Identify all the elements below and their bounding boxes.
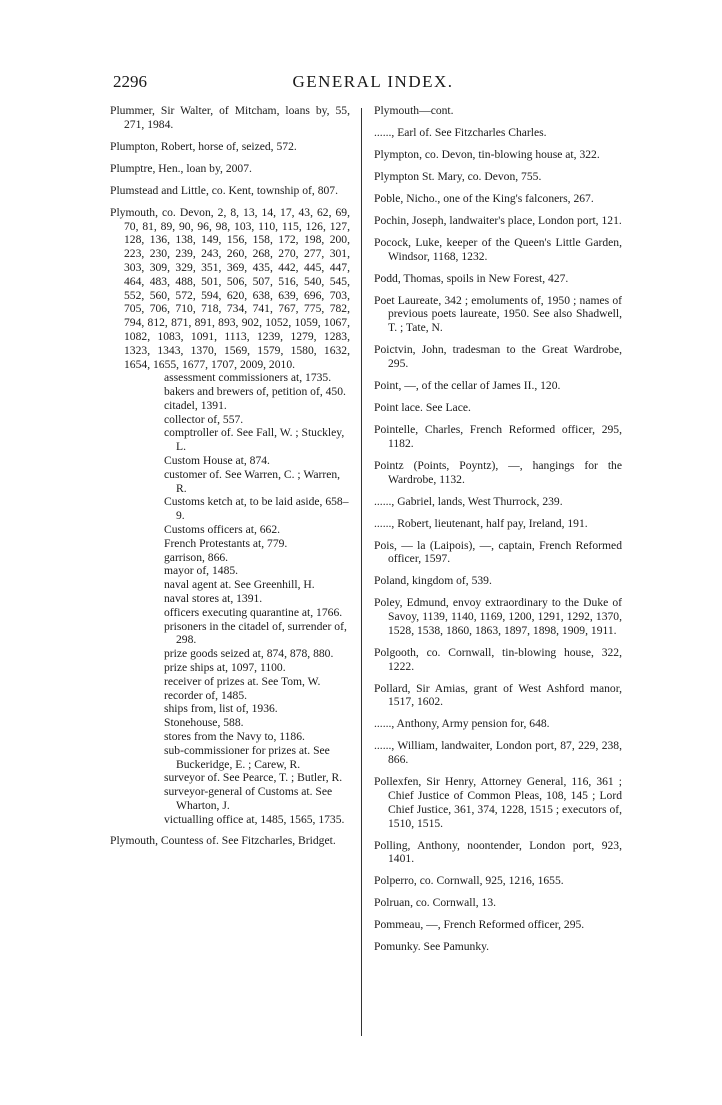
- index-subentry: surveyor of. See Pearce, T. ; Butler, R.: [164, 771, 343, 785]
- index-subentry: sub-commissioner for prizes at. See Buckeridge, E. ; Carew, R.: [164, 743, 330, 771]
- index-subentry: naval agent at. See Greenhill, H.: [164, 578, 315, 592]
- index-subentry: French Protestants at, 779.: [164, 536, 288, 550]
- index-subentry: garrison, 866.: [164, 550, 229, 564]
- index-entry: Pollexfen, Sir Henry, Attorney General, 116, 361 ; Chief Justice of Common Pleas, 108, 145 ; Lord Chief Justice, 361, 374, 1228, 1515 ; executors of, 1510, 1515.: [374, 775, 622, 830]
- index-subentry: prize ships at, 1097, 1100.: [164, 661, 286, 675]
- index-entry: Plummer, Sir Walter, of Mitcham, loans by, 55, 271, 1984.: [110, 104, 350, 131]
- index-entry: ......, Earl of. See Fitzcharles Charles.: [374, 125, 547, 139]
- index-entry: Polling, Anthony, noontender, London port, 923, 1401.: [374, 838, 622, 866]
- index-subentry: naval stores at, 1391.: [164, 592, 263, 606]
- index-entry: Pochin, Joseph, landwaiter's place, London port, 121.: [374, 213, 622, 227]
- index-entry: Plympton, co. Devon, tin-blowing house at, 322.: [374, 147, 600, 161]
- index-subentry: collector of, 557.: [164, 412, 244, 426]
- index-subentry: stores from the Navy to, 1186.: [164, 730, 305, 744]
- index-entry: Poictvin, John, tradesman to the Great Wardrobe, 295.: [374, 343, 622, 371]
- index-entry: Pomunky. See Pamunky.: [374, 940, 490, 954]
- index-subentry: surveyor-general of Customs at. See Wharton, J.: [164, 785, 333, 812]
- index-subentry: prisoners in the citadel of, surrender of, 298.: [164, 619, 347, 647]
- index-entry: Pointz (Points, Poyntz), —, hangings for the Wardrobe, 1132.: [374, 458, 622, 486]
- index-subentry: citadel, 1391.: [164, 398, 227, 412]
- index-entry: Polperro, co. Cornwall, 925, 1216, 1655.: [374, 874, 564, 888]
- index-entry: Podd, Thomas, spoils in New Forest, 427.: [374, 271, 569, 285]
- index-subentry: Custom House at, 874.: [164, 454, 270, 468]
- index-entry-plymouth: Plymouth, co. Devon, 2, 8, 13, 14, 17, 43, 62, 69, 70, 81, 89, 90, 96, 98, 103, 110, 115, 126, 127, 128, 136, 138, 149, 156, 158, 172, 198, 200, 223, 230, 239, 243, 260, 268, 270, 277, 301, 303, 309, 329, 351, 369, 435, 442, 445, 447, 464, 483, 488, 501, 506, 507, 516, 540, 545, 552, 560, 572, 594, 620, 638, 639, 696, 703, 705, 706, 710, 718, 734, 741, 767, 775, 782, 794, 812, 871, 891, 893, 902, 1052, 1059, 1067, 1082, 1083, 1091, 1113, 1239, 1279, 1283, 1323, 1343, 1370, 1569, 1579, 1580, 1632, 1654, 1655, 1677, 1707, 2009, 2010.: [110, 205, 350, 371]
- index-subentry: ships from, list of, 1936.: [164, 702, 278, 716]
- index-entry: Plumptre, Hen., loan by, 2007.: [110, 161, 252, 175]
- index-subentry: Customs ketch at, to be laid aside, 658–9.: [164, 495, 349, 523]
- index-subentry: Stonehouse, 588.: [164, 716, 244, 730]
- index-subentry: bakers and brewers of, petition of, 450.: [164, 385, 346, 399]
- index-entry: ......, Gabriel, lands, West Thurrock, 239.: [374, 494, 563, 508]
- index-entry: Polruan, co. Cornwall, 13.: [374, 896, 497, 910]
- index-subentry: victualling office at, 1485, 1565, 1735.: [164, 812, 345, 826]
- index-subentry: Customs officers at, 662.: [164, 523, 281, 537]
- index-entry: Point lace. See Lace.: [374, 401, 471, 415]
- index-subentry: prize goods seized at, 874, 878, 880.: [164, 647, 334, 661]
- index-entry: Poet Laureate, 342 ; emoluments of, 1950 ; names of previous poets laureate, 1950. See also Shadwell, T. ; Tate, N.: [374, 293, 622, 335]
- index-subentry: recorder of, 1485.: [164, 688, 248, 702]
- index-entry: Pointelle, Charles, French Reformed officer, 295, 1182.: [374, 423, 622, 450]
- index-entry: Pois, — la (Laipois), —, captain, French Reformed officer, 1597.: [374, 538, 622, 566]
- index-entry: Poble, Nicho., one of the King's falconers, 267.: [374, 191, 594, 205]
- index-entry: ......, Anthony, Army pension for, 648.: [374, 717, 550, 731]
- index-entry: Plymouth, Countess of. See Fitzcharles, Bridget.: [110, 833, 336, 847]
- index-subentry: receiver of prizes at. See Tom, W.: [164, 674, 321, 688]
- index-subentry: assessment commissioners at, 1735.: [164, 371, 332, 385]
- index-subentry: customer of. See Warren, C. ; Warren, R.: [164, 467, 341, 495]
- index-entry: ......, Robert, lieutenant, half pay, Ireland, 191.: [374, 516, 588, 530]
- page-number: 2296: [113, 72, 147, 91]
- index-entry: Pollard, Sir Amias, grant of West Ashford manor, 1517, 1602.: [374, 681, 622, 709]
- page-header: [113, 72, 633, 98]
- index-entry: Pommeau, —, French Reformed officer, 295.: [374, 918, 585, 932]
- index-entry: Plumstead and Little, co. Kent, township of, 807.: [110, 183, 338, 197]
- index-entry: Plumpton, Robert, horse of, seized, 572.: [110, 139, 297, 153]
- running-head: GENERAL INDEX.: [292, 72, 454, 91]
- index-subentry: officers executing quarantine at, 1766.: [164, 605, 343, 619]
- plymouth-subentries: [110, 371, 350, 826]
- index-subentry: mayor of, 1485.: [164, 564, 239, 578]
- index-entry: Pocock, Luke, keeper of the Queen's Little Garden, Windsor, 1168, 1232.: [374, 235, 622, 263]
- column-divider: [361, 108, 362, 1036]
- index-entry: Point, —, of the cellar of James II., 120.: [374, 379, 561, 393]
- index-entry: Poland, kingdom of, 539.: [374, 574, 492, 588]
- index-entry: ......, William, landwaiter, London port, 87, 229, 238, 866.: [374, 739, 622, 767]
- index-subentry: comptroller of. See Fall, W. ; Stuckley, L.: [164, 426, 345, 454]
- index-entry: Plymouth—cont.: [374, 104, 454, 117]
- right-column: [374, 104, 622, 962]
- index-entry: Poley, Edmund, envoy extraordinary to the Duke of Savoy, 1139, 1140, 1169, 1200, 1291, 1292, 1370, 1528, 1538, 1860, 1863, 1897, 1898, 1909, 1911.: [374, 596, 622, 637]
- index-entry: Plympton St. Mary, co. Devon, 755.: [374, 169, 542, 183]
- index-entry: Polgooth, co. Cornwall, tin-blowing house, 322, 1222.: [374, 645, 622, 673]
- left-column: [110, 104, 350, 856]
